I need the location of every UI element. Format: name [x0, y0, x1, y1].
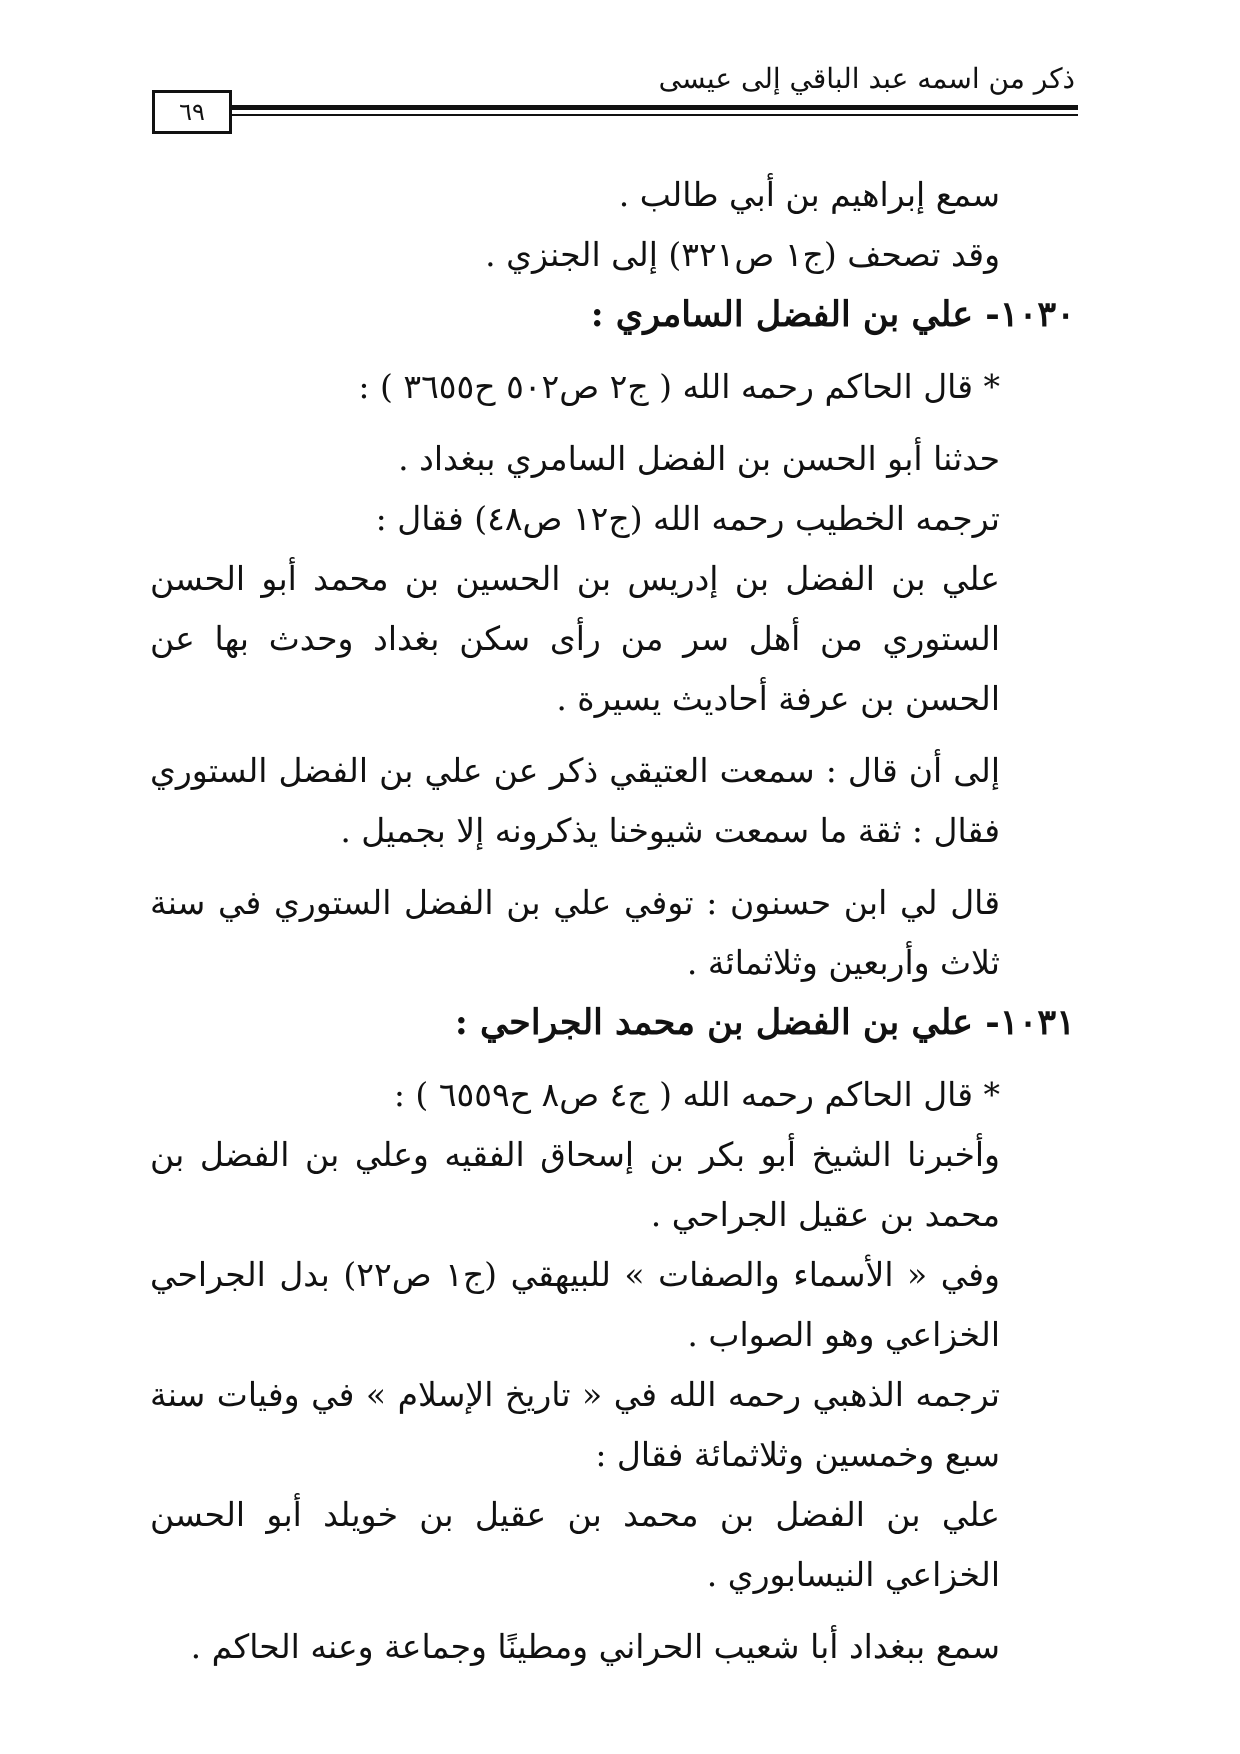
entry-heading: ١٠٣٠- علي بن الفضل السامري :: [590, 294, 1075, 335]
header-rule-thick: [232, 105, 1078, 110]
text-line: سمع إبراهيم بن أبي طالب .: [618, 175, 1000, 214]
paragraph: إلى أن قال : سمعت العتيقي ذكر عن علي بن الفضل الستوري فقال : ثقة ما سمعت شيوخنا يذكرونه إلا بجميل .: [150, 751, 1000, 850]
text-line: ترجمه الخطيب رحمه الله (ج١٢ ص٤٨) فقال :: [375, 499, 1000, 538]
page-number: ٦٩: [152, 90, 232, 134]
text-line: وقد تصحف (ج١ ص٣٢١) إلى الجنزي .: [485, 235, 1000, 274]
citation-line: * قال الحاكم رحمه الله ( ج٤ ص٨ ح٦٥٥٩ ) :: [393, 1075, 1000, 1114]
paragraph: علي بن الفضل بن محمد بن عقيل بن خويلد أبو الحسن الخزاعي النيسابوري .: [150, 1495, 1000, 1594]
page-body: [150, 165, 1075, 1677]
paragraph: وأخبرنا الشيخ أبو بكر بن إسحاق الفقيه وعلي بن الفضل بن محمد بن عقيل الجراحي .: [150, 1135, 1000, 1234]
paragraph: علي بن الفضل بن إدريس بن الحسين بن محمد أبو الحسن الستوري من أهل سر من رأى سكن بغداد وحدث بها عن الحسن بن عرفة أحاديث يسيرة .: [150, 559, 1000, 718]
paragraph: ترجمه الذهبي رحمه الله في « تاريخ الإسلام » في وفيات سنة سبع وخمسين وثلاثمائة فقال :: [150, 1375, 1000, 1474]
running-title: ذكر من اسمه عبد الباقي إلى عيسى: [658, 62, 1075, 95]
text-line: سمع ببغداد أبا شعيب الحراني ومطينًا وجماعة وعنه الحاكم .: [190, 1627, 1000, 1666]
paragraph: وفي « الأسماء والصفات » للبيهقي (ج١ ص٢٢) بدل الجراحي الخزاعي وهو الصواب .: [150, 1255, 1000, 1354]
citation-line: * قال الحاكم رحمه الله ( ج٢ ص٥٠٢ ح٣٦٥٥ ) :: [358, 367, 1000, 406]
header-rule-thin: [232, 114, 1078, 116]
paragraph: قال لي ابن حسنون : توفي علي بن الفضل الستوري في سنة ثلاث وأربعين وثلاثمائة .: [150, 883, 1000, 982]
text-line: حدثنا أبو الحسن بن الفضل السامري ببغداد .: [398, 439, 1000, 478]
entry-heading: ١٠٣١- علي بن الفضل بن محمد الجراحي :: [454, 1002, 1075, 1043]
